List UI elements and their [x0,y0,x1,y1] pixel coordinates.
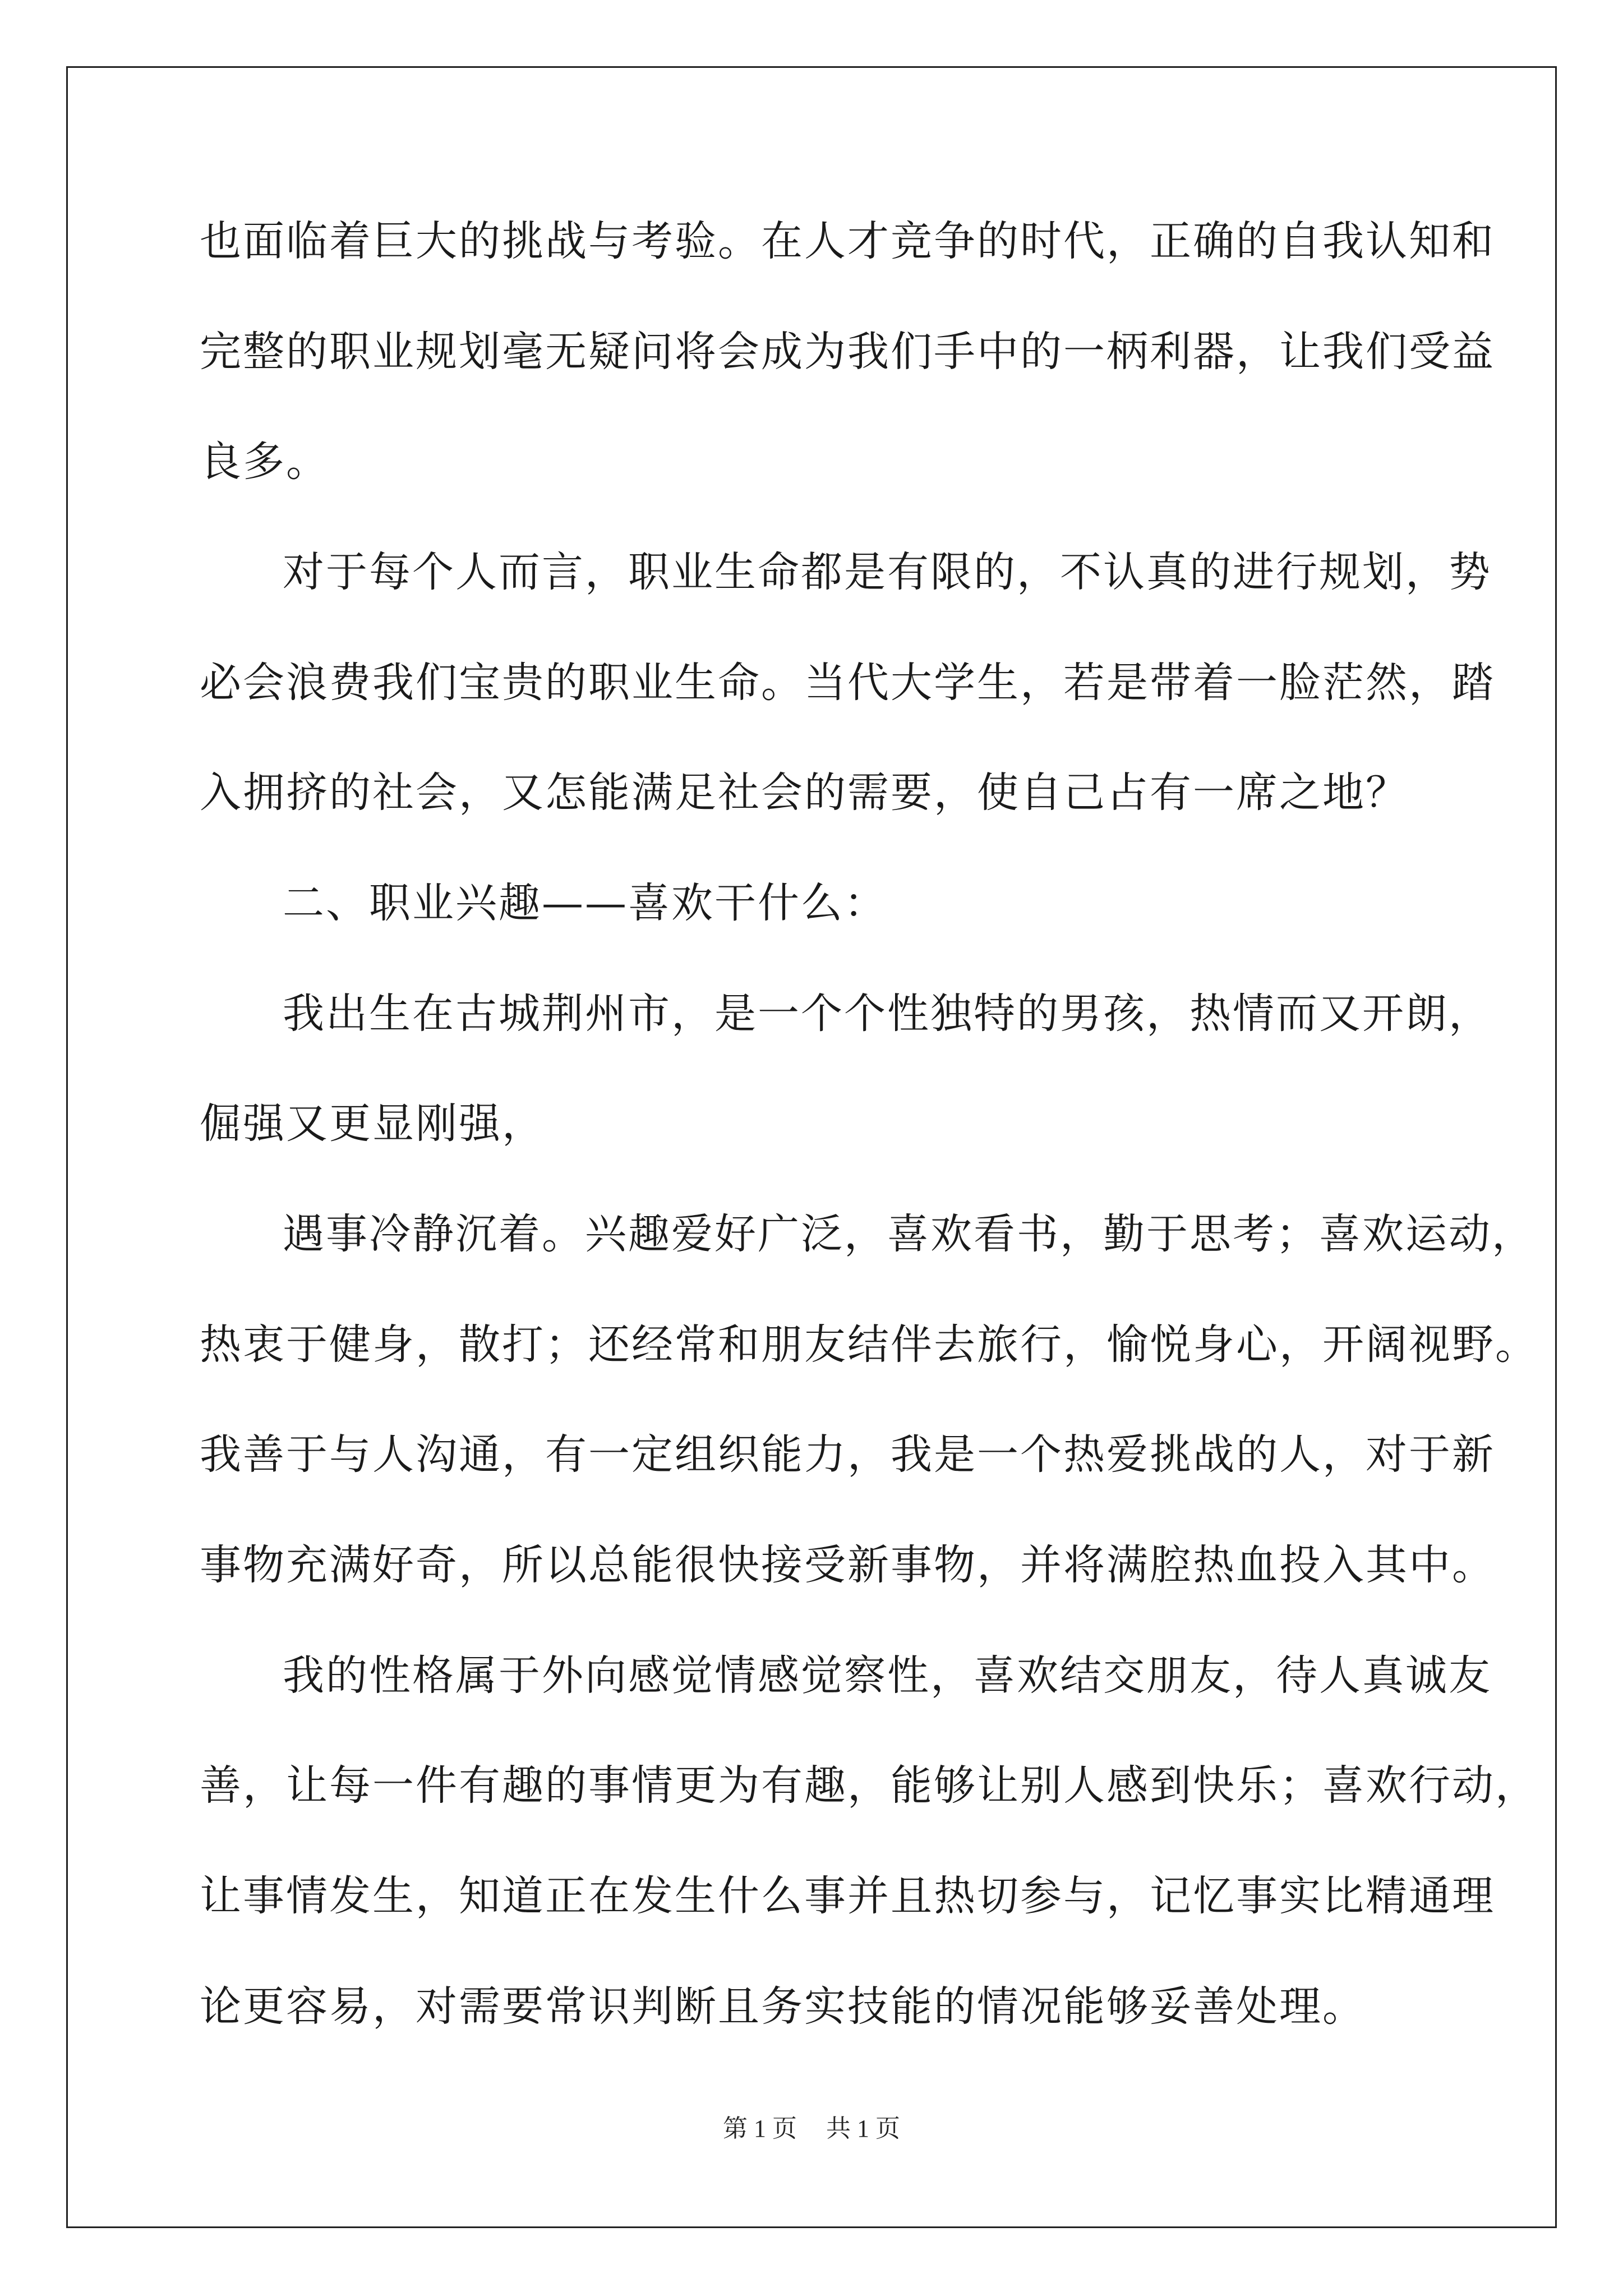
paragraph-start-line: 对于每个人而言，职业生命都是有限的，不认真的进行规划，势 [283,548,1492,596]
paragraph-start-line: 遇事冷静沉着。兴趣爱好广泛，喜欢看书，勤于思考；喜欢运动， [283,1210,1535,1258]
text-line: 倔强又更显刚强， [200,1099,545,1148]
page-footer [0,2108,1623,2144]
text-line: 善，让每一件有趣的事情更为有趣，能够让别人感到快乐；喜欢行动， [200,1761,1538,1810]
text-line: 完整的职业规划毫无疑问将会成为我们手中的一柄利器，让我们受益 [200,328,1495,376]
text-line: 热衷于健身，散打；还经常和朋友结伴去旅行，愉悦身心，开阔视野。 [200,1320,1538,1369]
text-line: 论更容易，对需要常识判断且务实技能的情况能够妥善处理。 [200,1982,1366,2031]
section-heading: 二、职业兴趣——喜欢干什么： [283,879,887,927]
paragraph-start-line: 我出生在古城荆州市，是一个个性独特的男孩，热情而又开朗， [283,990,1492,1038]
text-line: 让事情发生，知道正在发生什么事并且热切参与，记忆事实比精通理 [200,1872,1495,1920]
page-number: 第 1 页 [723,2115,797,2142]
text-line: 我善于与人沟通，有一定组织能力，我是一个热爱挑战的人，对于新 [200,1430,1495,1479]
paragraph-start-line: 我的性格属于外向感觉情感觉察性，喜欢结交朋友，待人真诚友 [283,1651,1492,1700]
text-line: 事物充满好奇，所以总能很快接受新事物，并将满腔热血投入其中。 [200,1541,1495,1589]
text-line: 良多。 [200,438,329,486]
text-line: 也面临着巨大的挑战与考验。在人才竞争的时代，正确的自我认知和 [200,217,1495,265]
page-total: 共 1 页 [826,2115,900,2142]
text-line: 入拥挤的社会，又怎能满足社会的需要，使自己占有一席之地？ [200,769,1409,817]
text-line: 必会浪费我们宝贵的职业生命。当代大学生，若是带着一脸茫然，踏 [200,659,1495,707]
